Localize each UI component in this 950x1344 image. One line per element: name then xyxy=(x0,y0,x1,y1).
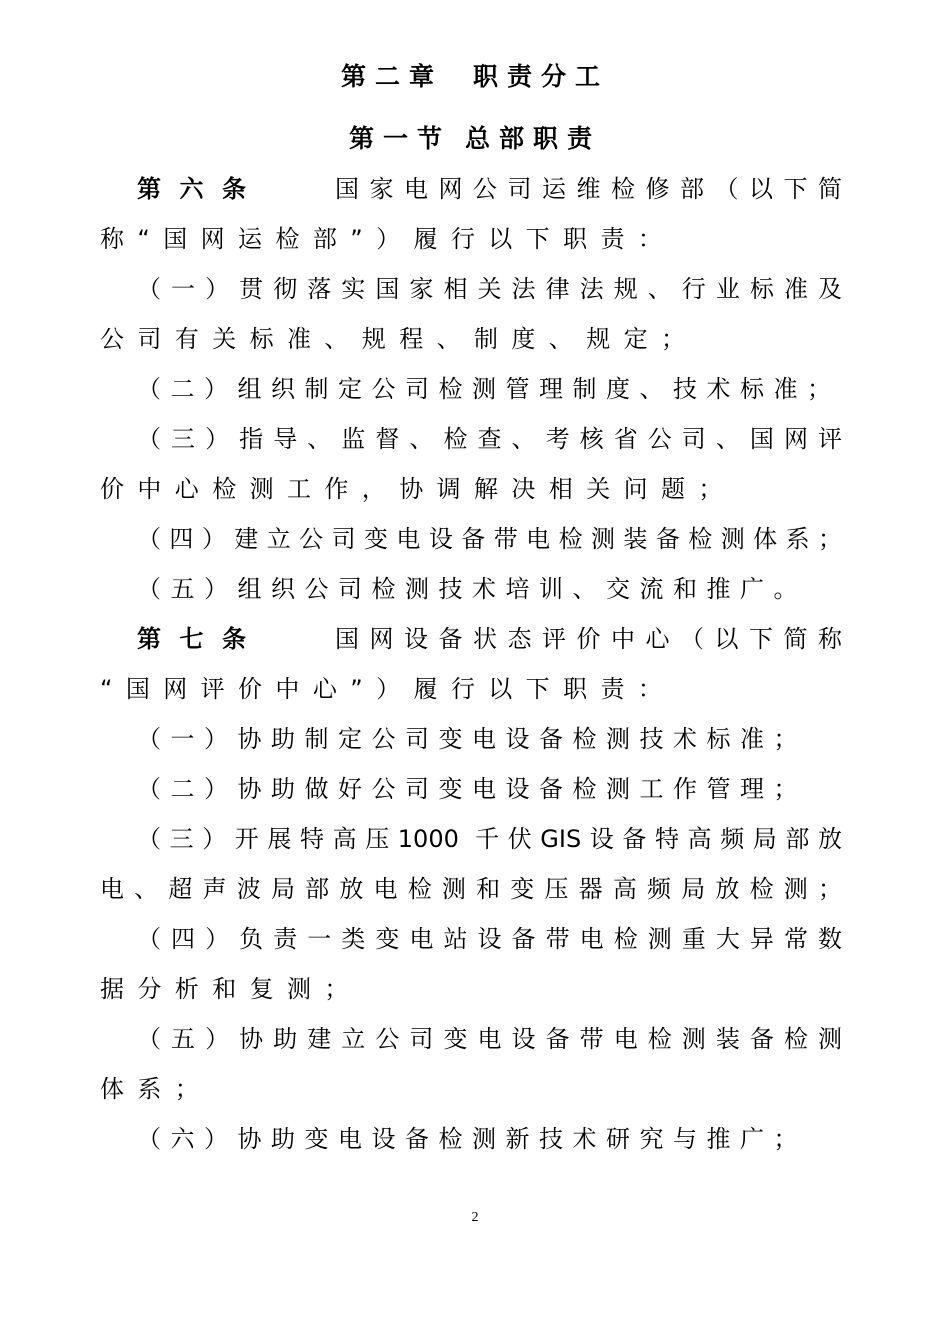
article-6-item-3b: 价中心检测工作，协调解决相关问题； xyxy=(100,475,736,503)
article-7-item-6: （六）协助变电设备检测新技术研究与推广； xyxy=(137,1125,807,1153)
article-6-item-5: （五）组织公司检测技术培训、交流和推广。 xyxy=(137,575,807,603)
article-6-heading-line xyxy=(137,172,842,206)
article-6-label: 第六条 xyxy=(137,175,265,203)
section-title xyxy=(0,122,950,156)
article-6-item-4: （四）建立公司变电设备带电检测装备检测体系； xyxy=(137,525,842,553)
article-6-item-1a: （一）贯彻落实国家相关法律法规、行业标准及 xyxy=(137,275,842,303)
section-label: 第一节 xyxy=(348,124,451,153)
chapter-name: 职责分工 xyxy=(473,62,610,91)
article-6-item-3a: （三）指导、监督、检查、考核省公司、国网评 xyxy=(137,425,842,453)
article-7-item-2: （二）协助做好公司变电设备检测工作管理； xyxy=(137,775,807,803)
page-number: 2 xyxy=(471,1210,479,1225)
article-7-text-1: 国网设备状态评价中心（以下简称 xyxy=(324,625,842,653)
article-6-text-2: 称“国网运检部”）履行以下职责： xyxy=(100,225,676,253)
article-7-item-4b: 据分析和复测； xyxy=(100,975,362,1003)
article-6-item-1b: 公司有关标准、规程、制度、规定； xyxy=(100,325,699,353)
article-7-item-3b: 电、超声波局部放电检测和变压器高频局放检测； xyxy=(100,875,842,903)
article-7-text-2: “国网评价中心”）履行以下职责： xyxy=(100,675,676,703)
article-6-item-2: （二）组织制定公司检测管理制度、技术标准； xyxy=(137,375,841,403)
chapter-title xyxy=(0,60,950,94)
article-7-item-3a: （三）开展特高压1000 千伏GIS设备特高频局部放 xyxy=(137,825,842,853)
article-7-item-5b: 体系； xyxy=(100,1075,213,1103)
article-7-label: 第七条 xyxy=(137,625,265,653)
article-7-heading-line xyxy=(137,622,842,656)
chapter-label: 第二章 xyxy=(340,62,443,91)
article-7-item-1: （一）协助制定公司变电设备检测技术标准； xyxy=(137,725,807,753)
article-7-item-4a: （四）负责一类变电站设备带电检测重大异常数 xyxy=(137,925,842,953)
section-name: 总部职责 xyxy=(465,124,602,153)
article-7-item-5a: （五）协助建立公司变电设备带电检测装备检测 xyxy=(137,1025,842,1053)
article-6-text-1: 国家电网公司运维检修部（以下简 xyxy=(324,175,842,203)
